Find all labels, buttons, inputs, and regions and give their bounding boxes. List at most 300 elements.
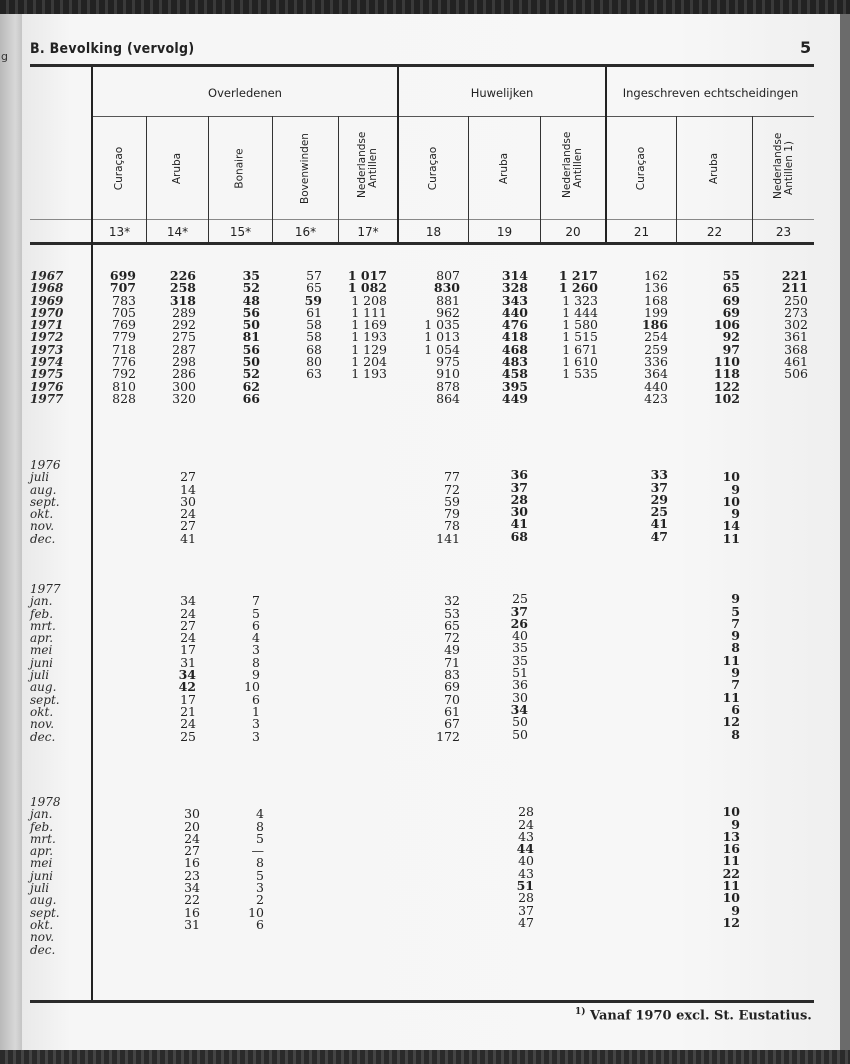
table-cell: Nederlandse Antillen	[561, 131, 584, 198]
col-number: 20	[565, 225, 581, 239]
table-cell	[496, 942, 534, 954]
table-cell: aug.	[30, 893, 57, 908]
table-cell: 1 082	[347, 280, 387, 296]
table-cell: 53	[444, 605, 460, 621]
table-cell: feb.	[30, 606, 54, 621]
table-cell: 28	[518, 890, 534, 906]
col-header-aruba-19	[469, 118, 540, 218]
table-cell: aug.	[30, 680, 57, 695]
table-cell	[230, 931, 264, 943]
table-cell: 118	[713, 366, 740, 382]
table-cell: 289	[172, 304, 196, 320]
m1978-col-22	[706, 794, 740, 954]
table-cell: 258	[169, 280, 196, 296]
table-cell: 9	[731, 665, 740, 681]
table-cell: 12	[722, 914, 740, 930]
table-cell: 35	[512, 652, 528, 668]
table-cell: 343	[501, 292, 528, 308]
table-cell: 8	[256, 818, 264, 834]
table-cell: 34	[180, 593, 196, 609]
table-cell: 58	[306, 329, 322, 345]
table-cell: 63	[306, 366, 322, 382]
table-cell: 707	[109, 280, 136, 296]
table-cell	[290, 393, 322, 405]
col-header-curacao-13	[93, 118, 146, 218]
table-cell: 31	[184, 916, 200, 932]
col-number: 18	[425, 225, 442, 239]
table-cell: 102	[713, 390, 740, 406]
table-cell	[496, 929, 534, 941]
table-cell: 1 444	[562, 304, 598, 320]
table-cell: Aruba	[497, 152, 510, 184]
table-cell: 66	[242, 390, 260, 406]
table-cell: 1974	[30, 355, 64, 370]
table-cell: 5	[256, 830, 264, 846]
table-cell: 910	[436, 366, 460, 382]
table-cell: apr.	[30, 631, 54, 646]
table-cell: 364	[644, 366, 668, 382]
table-cell: 10	[244, 679, 260, 695]
table-cell: 28	[510, 491, 528, 507]
table-cell: 9	[731, 816, 740, 832]
table-cell	[290, 381, 322, 393]
table-cell: 9	[252, 667, 260, 683]
book-binding-top	[0, 0, 850, 14]
table-cell: 440	[644, 378, 668, 394]
table-cell: 7	[731, 677, 740, 693]
table-cell: 783	[112, 292, 136, 308]
table-cell: 43	[518, 828, 534, 844]
table-cell	[556, 381, 598, 393]
table-cell: 27	[180, 617, 196, 633]
table-cell: 51	[516, 878, 534, 894]
table-cell: 34	[178, 667, 196, 683]
table-cell: 250	[784, 292, 808, 308]
table-cell: 6	[252, 617, 260, 633]
table-cell: 4	[256, 806, 264, 822]
table-cell: 136	[644, 280, 668, 296]
table-cell: 699	[109, 268, 136, 283]
table-cell	[345, 381, 387, 393]
annual-col-14	[160, 270, 196, 405]
table-cell: 792	[112, 366, 136, 382]
table-cell: 41	[510, 516, 528, 532]
table-cell: 3	[252, 728, 260, 744]
table-cell: 47	[518, 914, 534, 930]
col-header-ned-antillen-23	[753, 118, 814, 218]
table-cell: 97	[722, 341, 740, 357]
m1978-col-14	[160, 796, 200, 956]
col-number: 16*	[294, 225, 317, 239]
table-cell: 1970	[30, 305, 64, 320]
table-cell: 8	[731, 640, 740, 656]
m1976-col-21	[634, 457, 668, 543]
table-cell: 1 204	[351, 354, 387, 370]
table-cell	[160, 931, 200, 943]
footnote-text: Vanaf 1970 excl. St. Eustatius.	[585, 1008, 812, 1024]
table-cell: 68	[510, 528, 528, 544]
table-cell: 69	[722, 304, 740, 320]
table-cell: 36	[512, 677, 528, 693]
table-cell: 1 017	[347, 268, 387, 283]
table-cell: 300	[172, 378, 196, 394]
table-cell: 81	[242, 329, 260, 345]
table-cell: 1 013	[424, 329, 460, 345]
m1977-col-18	[416, 583, 460, 743]
table-cell: 11	[722, 689, 740, 705]
table-cell: 27	[184, 843, 200, 859]
table-cell: 8	[252, 654, 260, 670]
table-cell: apr.	[30, 844, 54, 859]
table-cell: 65	[306, 280, 322, 296]
table-cell: mei	[30, 856, 53, 871]
stub-1978	[30, 796, 61, 956]
table-cell: 16	[722, 841, 740, 857]
table-cell: 24	[180, 716, 196, 732]
table-cell: 72	[444, 481, 460, 497]
table-cell	[160, 944, 200, 956]
table-cell: 172	[436, 728, 460, 744]
table-cell: 13	[722, 828, 740, 844]
col-number: 17*	[357, 225, 379, 239]
table-cell: nov.	[30, 519, 55, 534]
table-cell: 7	[252, 593, 260, 609]
table-cell: 6	[252, 691, 260, 707]
table-cell: 106	[713, 317, 740, 333]
table-cell: 65	[722, 280, 740, 296]
table-cell: 83	[444, 667, 460, 683]
table-cell: 395	[501, 378, 528, 394]
col-number: 23	[775, 225, 792, 239]
footnote	[575, 1007, 812, 1023]
table-cell	[706, 942, 740, 954]
table-cell: 769	[112, 317, 136, 333]
table-cell: jan.	[30, 594, 53, 609]
table-cell: 1973	[30, 342, 64, 357]
table-cell: 10	[722, 804, 740, 820]
stub-1976	[30, 459, 61, 545]
table-cell: 962	[436, 304, 460, 320]
table-cell: 975	[436, 354, 460, 370]
table-cell: 34	[184, 880, 200, 896]
col-header-curacao-18	[399, 118, 468, 218]
table-cell: 1977	[30, 391, 64, 406]
table-cell: 5	[731, 603, 740, 619]
table-cell: 52	[242, 366, 260, 382]
table-cell: 6	[731, 701, 740, 717]
table-cell: 226	[169, 268, 196, 283]
col-header-aruba-14	[147, 118, 208, 218]
table-cell: 11	[722, 853, 740, 869]
table-cell: okt.	[30, 917, 54, 932]
table-cell: 42	[178, 679, 196, 695]
table-cell: feb.	[30, 819, 54, 834]
table-cell: 24	[180, 605, 196, 621]
table-cell: 476	[501, 317, 528, 333]
table-cell: 59	[304, 292, 322, 308]
table-cell: 461	[784, 354, 808, 370]
table-cell: 1 580	[562, 317, 598, 333]
table-cell: 878	[436, 378, 460, 394]
col-number: 14*	[166, 225, 189, 239]
table-cell: 17	[180, 642, 196, 658]
table-cell: 2	[256, 892, 264, 908]
table-cell: 320	[172, 390, 196, 406]
table-cell: 1977	[30, 582, 61, 596]
table-cell: juni	[30, 655, 54, 670]
table-cell: 16	[184, 904, 200, 920]
table-cell: 3	[256, 880, 264, 896]
table-cell: 21	[180, 703, 196, 719]
table-cell: 50	[512, 714, 528, 730]
table-cell: 8	[731, 726, 740, 742]
table-cell: 61	[444, 703, 460, 719]
table-cell: Aruba	[170, 152, 183, 184]
table-cell: dec.	[30, 531, 56, 546]
table-top-rule	[30, 64, 814, 67]
table-cell: 50	[242, 354, 260, 370]
table-cell: 52	[242, 280, 260, 296]
table-cell: 41	[180, 530, 196, 546]
table-cell: 168	[644, 292, 668, 308]
table-cell: 1 610	[562, 354, 598, 370]
table-cell: 16	[184, 855, 200, 871]
annual-col-15	[230, 270, 260, 405]
table-cell: jan.	[30, 807, 53, 822]
table-cell: 77	[444, 469, 460, 485]
table-cell: dec.	[30, 729, 56, 744]
table-cell: sept.	[30, 692, 60, 707]
table-cell	[230, 944, 264, 956]
table-cell: 10	[248, 904, 264, 920]
table-cell: 259	[644, 341, 668, 357]
table-cell: 12	[722, 714, 740, 730]
col-header-bovenwinden-16	[273, 118, 338, 218]
table-cell	[706, 929, 740, 941]
header-divider	[93, 116, 814, 117]
table-cell: 483	[501, 354, 528, 370]
col-number: 21	[633, 225, 650, 239]
table-cell: 807	[436, 268, 460, 283]
table-cell: 69	[722, 292, 740, 308]
col-number: 15*	[229, 225, 252, 239]
group-header-huwelijken: Huwelijken	[470, 86, 534, 100]
table-cell: 35	[242, 268, 260, 283]
col-header-ned-antillen-20	[541, 118, 605, 218]
table-cell: aug.	[30, 482, 57, 497]
table-cell: 1 515	[562, 329, 598, 345]
table-cell: Nederlandse Antillen	[356, 131, 379, 198]
table-cell: 47	[650, 528, 668, 544]
table-cell: 1 671	[562, 341, 598, 357]
table-cell: mrt.	[30, 618, 56, 633]
m1976-col-19	[490, 457, 528, 543]
table-cell: 36	[510, 467, 528, 483]
table-cell: 9	[731, 902, 740, 918]
m1978-col-19	[496, 794, 534, 954]
table-cell: 11	[722, 652, 740, 668]
table-cell: 273	[784, 304, 808, 320]
table-cell: 1 193	[351, 366, 387, 382]
table-cell: nov.	[30, 930, 55, 945]
table-cell: 37	[650, 479, 668, 495]
table-cell: 1 054	[424, 341, 460, 357]
table-cell: 31	[180, 654, 196, 670]
table-cell: 11	[722, 878, 740, 894]
table-cell: 468	[501, 341, 528, 357]
table-cell: 24	[184, 830, 200, 846]
col-number: 19	[496, 225, 513, 239]
table-cell: 779	[112, 329, 136, 345]
page-fragment: g	[1, 50, 8, 63]
table-cell: Bonaire	[234, 147, 246, 189]
table-cell: 56	[242, 341, 260, 357]
table-cell: 24	[180, 506, 196, 522]
table-cell: 1	[252, 703, 260, 719]
table-cell: 10	[722, 493, 740, 509]
annual-col-21	[634, 270, 668, 405]
table-cell: nov.	[30, 717, 55, 732]
table-cell: 199	[644, 304, 668, 320]
header-bottom-rule	[30, 242, 814, 245]
table-cell: sept.	[30, 494, 60, 509]
table-cell: Curaçao	[427, 146, 439, 190]
table-cell: 20	[184, 818, 200, 834]
table-cell: 298	[172, 354, 196, 370]
table-cell: 61	[306, 304, 322, 320]
table-cell: mei	[30, 643, 53, 658]
m1976-col-22	[706, 459, 740, 545]
table-cell: 275	[172, 329, 196, 345]
table-cell: 292	[172, 317, 196, 333]
table-cell: 1 208	[351, 292, 387, 308]
table-cell: 25	[512, 591, 528, 607]
table-cell: 37	[510, 603, 528, 619]
book-binding-bottom	[0, 1050, 850, 1064]
table-cell: 776	[112, 354, 136, 370]
table-cell: 221	[781, 268, 808, 283]
table-cell: Nederlandse Antillen 1)	[771, 132, 795, 199]
table-cell: 1975	[30, 367, 64, 382]
table-cell: 25	[650, 504, 668, 520]
table-cell: 211	[781, 280, 808, 296]
table-cell: 1 535	[562, 366, 598, 382]
table-cell: 10	[722, 469, 740, 485]
table-cell: 449	[501, 390, 528, 406]
table-cell: 1978	[30, 795, 61, 809]
table-cell: —	[251, 843, 264, 859]
table-cell: 705	[112, 304, 136, 320]
table-cell: 55	[722, 268, 740, 283]
col-number: 22	[706, 225, 723, 239]
col-header-aruba-22	[677, 118, 752, 218]
table-cell: 26	[510, 615, 528, 631]
table-cell: 9	[731, 628, 740, 644]
table-cell: 418	[501, 329, 528, 345]
table-cell	[772, 393, 808, 405]
table-cell: 59	[444, 493, 460, 509]
table-cell: 71	[444, 654, 460, 670]
table-cell: 51	[512, 665, 528, 681]
table-cell: 30	[184, 806, 200, 822]
annual-col-20	[556, 270, 598, 405]
col-header-curacao-21	[607, 118, 676, 218]
table-cell: 92	[722, 329, 740, 345]
m1977-col-15	[230, 583, 260, 743]
table-cell: 79	[444, 506, 460, 522]
table-cell: 9	[731, 591, 740, 607]
m1978-col-15	[230, 796, 264, 956]
table-cell: 4	[252, 630, 260, 646]
table-cell: 328	[501, 280, 528, 296]
table-cell: Bovenwinden	[299, 132, 311, 204]
table-cell: 78	[444, 518, 460, 534]
table-cell: 35	[512, 640, 528, 656]
table-cell: Aruba	[707, 152, 720, 184]
table-cell: 423	[644, 390, 668, 406]
m1976-col-18	[416, 459, 460, 545]
table-cell: 1969	[30, 293, 64, 308]
section-title: B. Bevolking (vervolg)	[30, 41, 195, 57]
table-cell: 50	[242, 317, 260, 333]
table-cell: 7	[731, 615, 740, 631]
table-cell: 110	[713, 354, 740, 370]
table-cell: 1 323	[562, 292, 598, 308]
table-cell: 141	[436, 530, 460, 546]
table-cell: 368	[784, 341, 808, 357]
table-cell: 506	[784, 366, 808, 382]
table-cell: 1968	[30, 281, 64, 296]
table-cell: 186	[641, 317, 668, 333]
table-cell: 864	[436, 390, 460, 406]
table-cell: 302	[784, 317, 808, 333]
table-cell: 62	[242, 378, 260, 394]
table-cell: dec.	[30, 942, 56, 957]
table-cell: 37	[518, 902, 534, 918]
table-cell: 41	[650, 516, 668, 532]
footnote-marker: 1)	[575, 1007, 586, 1017]
table-cell: 881	[436, 292, 460, 308]
annual-col-19	[490, 270, 528, 405]
table-cell: 30	[180, 493, 196, 509]
table-cell: 40	[518, 853, 534, 869]
table-cell: 3	[252, 716, 260, 732]
table-cell: 14	[180, 481, 196, 497]
table-cell: okt.	[30, 507, 54, 522]
table-cell: 286	[172, 366, 196, 382]
table-cell: 70	[444, 691, 460, 707]
table-cell: 44	[516, 841, 534, 857]
table-cell: 69	[444, 679, 460, 695]
table-cell: 5	[256, 867, 264, 883]
table-cell: 8	[256, 855, 264, 871]
table-cell: juli	[30, 668, 50, 683]
table-cell: 122	[713, 378, 740, 394]
table-cell: 11	[722, 530, 740, 546]
table-cell: 5	[252, 605, 260, 621]
stub-1977	[30, 583, 61, 743]
table-cell: 80	[306, 354, 322, 370]
table-cell: 24	[180, 630, 196, 646]
table-cell: 361	[784, 329, 808, 345]
table-cell: 58	[306, 317, 322, 333]
table-cell: juli	[30, 470, 50, 485]
m1977-col-22	[706, 581, 740, 741]
table-cell: 1971	[30, 318, 64, 333]
table-cell	[345, 393, 387, 405]
table-cell: 28	[518, 804, 534, 820]
annual-col-18	[416, 270, 460, 405]
